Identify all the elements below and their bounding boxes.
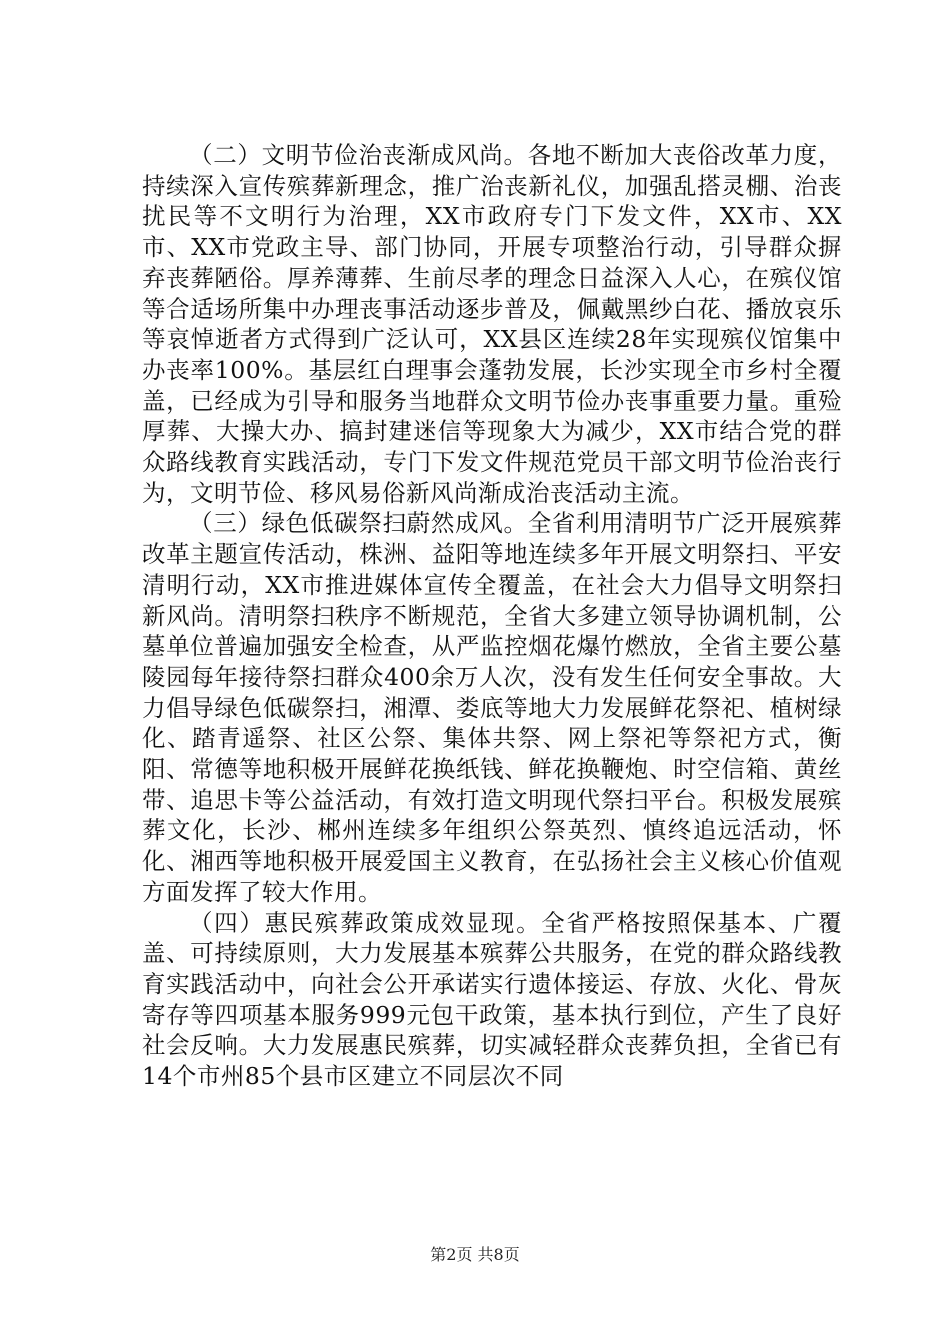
paragraph-section-2: （二）文明节俭治丧渐成风尚。各地不断加大丧俗改革力度，持续深入宣传殡葬新理念，推广治丧新礼仪，加强乱搭灵棚、治丧扰民等不文明行为治理，XX市政府专门下发文件，XX市、XX市、XX市党政主导、部门协同，开展专项整治行动，引导群众摒弃丧葬陋俗。厚养薄葬、生前尽孝的理念日益深入人心，在殡仪馆等合适场所集中办理丧事活动逐步普及，佩戴黑纱白花、播放哀乐等哀悼逝者方式得到广泛认可，XX县区连续28年实现殡仪馆集中办丧率100%。基层红白理事会蓬勃发展，长沙实现全市乡村全覆盖，已经成为引导和服务当地群众文明节俭办丧事重要力量。重殓厚葬、大操大办、搞封建迷信等现象大为减少，XX市结合党的群众路线教育实践活动，专门下发文件规范党员干部文明节俭治丧行为，文明节俭、移风易俗新风尚渐成治丧活动主流。 bbox=[142, 141, 842, 507]
paragraph-section-3: （三）绿色低碳祭扫蔚然成风。全省利用清明节广泛开展殡葬改革主题宣传活动，株洲、益阳等地连续多年开展文明祭扫、平安清明行动，XX市推进媒体宣传全覆盖，在社会大力倡导文明祭扫新风尚。清明祭扫秩序不断规范，全省大多建立领导协调机制，公墓单位普遍加强安全检查，从严监控烟花爆竹燃放，全省主要公墓陵园每年接待祭扫群众400余万人次，没有发生任何安全事故。大力倡导绿色低碳祭扫，湘潭、娄底等地大力发展鲜花祭祀、植树绿化、踏青遥祭、社区公祭、集体共祭、网上祭祀等祭祀方式，衡阳、常德等地积极开展鲜花换纸钱、鲜花换鞭炮、时空信箱、黄丝带、追思卡等公益活动，有效打造文明现代祭扫平台。积极发展殡葬文化，长沙、郴州连续多年组织公祭英烈、慎终追远活动，怀化、湘西等地积极开展爱国主义教育，在弘扬社会主义核心价值观方面发挥了较大作用。 bbox=[142, 509, 842, 906]
document-body bbox=[142, 140, 842, 1092]
paragraph-section-4: （四）惠民殡葬政策成效显现。全省严格按照保基本、广覆盖、可持续原则，大力发展基本殡葬公共服务，在党的群众路线教育实践活动中，向社会公开承诺实行遗体接运、存放、火化、骨灰寄存等四项基本服务999元包干政策，基本执行到位，产生了良好社会反响。大力发展惠民殡葬，切实减轻群众丧葬负担，全省已有14个市州85个县市区建立不同层次不同 bbox=[142, 908, 842, 1091]
page-number-footer: 第2页 共8页 bbox=[430, 1245, 520, 1264]
